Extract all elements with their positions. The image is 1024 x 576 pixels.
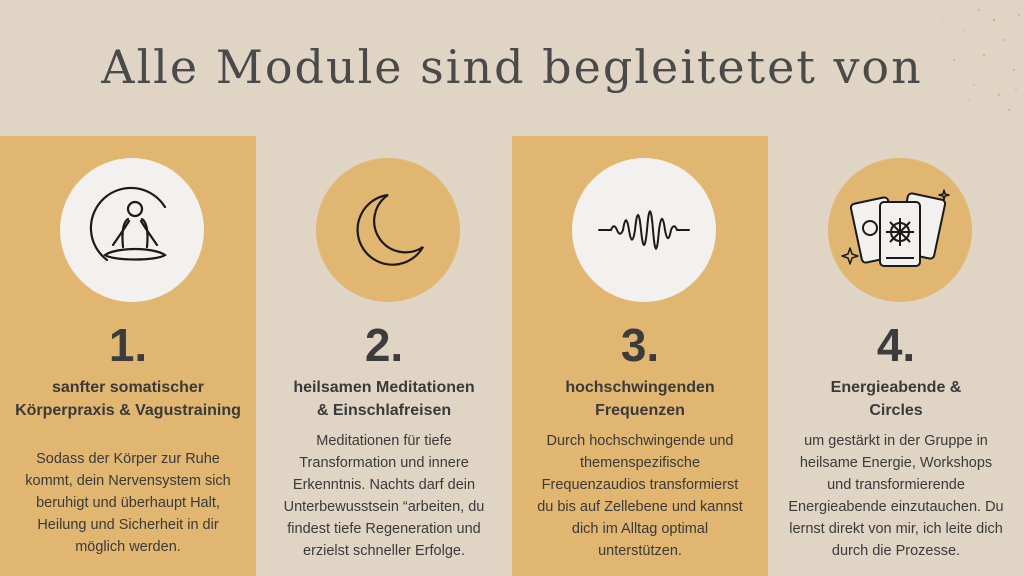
module-4-number: 4. — [876, 319, 916, 371]
module-4-description: um gestärkt in der Gruppe in heilsame Energie, Workshops und transformierende Energieabende einzutauchen. Du lernst direkt von mir, ich leite dich durch die Prozesse. — [788, 433, 1004, 559]
module-3-number: 3. — [620, 319, 660, 371]
module-2-icon-circle — [316, 158, 460, 302]
module-3-icon-circle — [572, 158, 716, 302]
module-1-icon-circle — [60, 158, 204, 302]
module-1-heading: sanfter somatischer Körperpraxis & Vagustraining — [15, 379, 241, 419]
module-2-heading: heilsamen Meditationen & Einschlafreisen — [293, 379, 475, 419]
glitter-decoration — [844, 0, 1024, 150]
module-4-heading: Energieabende & Circles — [830, 379, 962, 419]
module-3-heading: hochschwingenden Frequenzen — [565, 379, 715, 419]
module-1-description: Sodass der Körper zur Ruhe kommt, dein Nervensystem sich beruhigt und überhaupt Halt, Heilung und Sicherheit in dir möglich werden. — [25, 451, 231, 555]
page-title: Alle Module sind begleitetet von — [101, 40, 923, 94]
sound-wave-icon — [589, 175, 699, 285]
module-2-number: 2. — [364, 319, 404, 371]
meditation-icon — [77, 175, 187, 285]
module-1-number: 1. — [108, 319, 148, 371]
module-2-description: Meditationen für tiefe Transformation und innere Erkenntnis. Nachts darf dein Unterbewusstsein “arbeiten, du findest tiefe Regeneration und erzielst schneller Erfolge. — [283, 433, 485, 559]
module-3-description: Durch hochschwingende und themenspezifische Frequenzaudios transformierst du bis auf Zellebene und kannst dich im Alltag optimal unterstützen. — [537, 433, 743, 559]
moon-icon — [333, 175, 443, 285]
tarot-cards-icon — [840, 170, 960, 290]
module-4-icon-circle — [828, 158, 972, 302]
